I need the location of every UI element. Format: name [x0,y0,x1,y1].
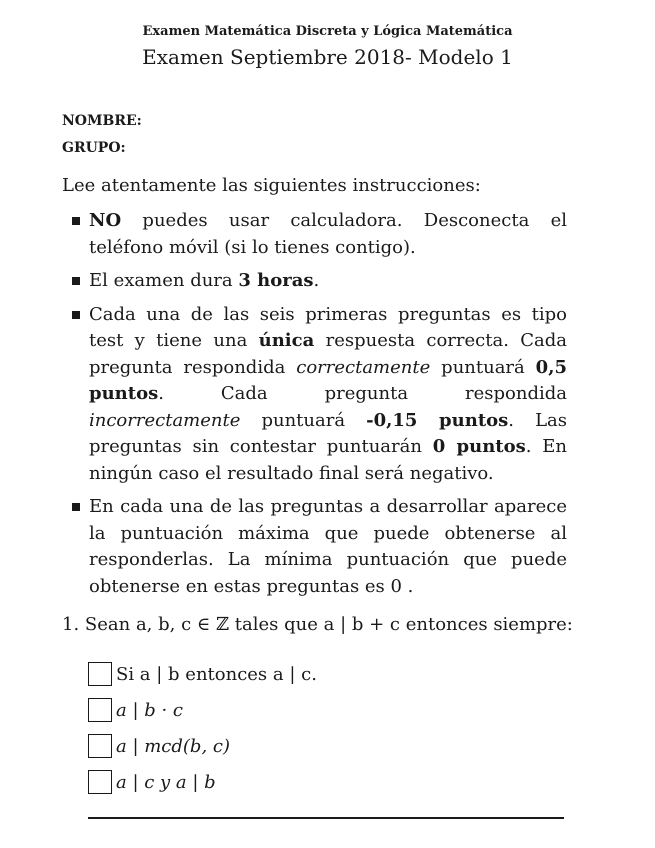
instruction-item [62,208,567,261]
bullet-icon [72,277,80,285]
bold-text: 3 horas [238,270,314,291]
italic-text: incorrectamente [89,409,241,431]
bold-text: 0,5 puntos [89,356,567,404]
checkbox[interactable] [88,698,112,722]
answer-option[interactable] [88,686,317,722]
answer-option[interactable] [88,758,317,794]
instruction-text: . En ningún caso el resultado final será negativo. [89,436,567,484]
option-label: a | b · c [116,700,184,721]
instruction-text: puedes usar calculadora. Desconecta el teléfono móvil (si lo tienes contigo). [89,210,567,258]
instruction-text: El examen dura [89,270,239,291]
instruction-text: Cada una de las seis primeras preguntas es tipo test y tiene una [89,303,567,351]
instruction-text: . Las preguntas sin contestar puntuarán [89,409,567,457]
instruction-item [62,302,567,488]
exam-title: Examen Septiembre 2018- Modelo 1 [142,45,513,69]
bullet-icon [72,217,80,225]
instructions-intro: Lee atentamente las siguientes instrucciones: [62,175,481,196]
separator-line [88,817,564,819]
bold-text: NO [89,210,122,231]
question-stem: Sean a, b, c ∈ ℤ tales que a | b + c entonces siempre: [84,614,573,635]
bold-text: -0,15 puntos [366,409,509,431]
option-label: a | mcd(b, c) [116,736,231,757]
checkbox[interactable] [88,770,112,794]
bold-text: 0 puntos [432,436,526,457]
name-label: NOMBRE: [62,113,142,129]
italic-text: correctamente [296,356,431,378]
checkbox[interactable] [88,734,112,758]
group-label: GRUPO: [62,140,126,156]
answer-option[interactable] [88,722,317,758]
option-label: a | c y a | b [116,772,216,793]
question-number: 1. [62,614,80,635]
instructions-list [62,208,567,607]
checkbox[interactable] [88,662,112,686]
instruction-text: respuesta correcta. Cada pregunta respondida [89,330,568,378]
instruction-item [62,494,567,600]
option-label: Si a | b entonces a | c. [116,664,317,685]
question-1-options [88,650,317,794]
instruction-text: . Cada pregunta respondida [158,383,567,404]
bold-text: única [258,330,315,351]
instruction-item [62,268,567,295]
bullet-icon [72,311,80,319]
instruction-text: En cada una de las preguntas a desarrollar aparece la puntuación máxima que puede obtenerse al responderlas. La mínima puntuación que puede obtenerse en estas preguntas es 0 . [89,496,567,597]
instruction-text: puntuará [240,409,367,431]
answer-option[interactable] [88,650,317,686]
question-1 [62,614,573,635]
bullet-icon [72,503,80,511]
instruction-text: . [313,270,320,291]
course-title: Examen Matemática Discreta y Lógica Matemática [142,24,513,39]
instruction-text: puntuará [430,356,536,378]
